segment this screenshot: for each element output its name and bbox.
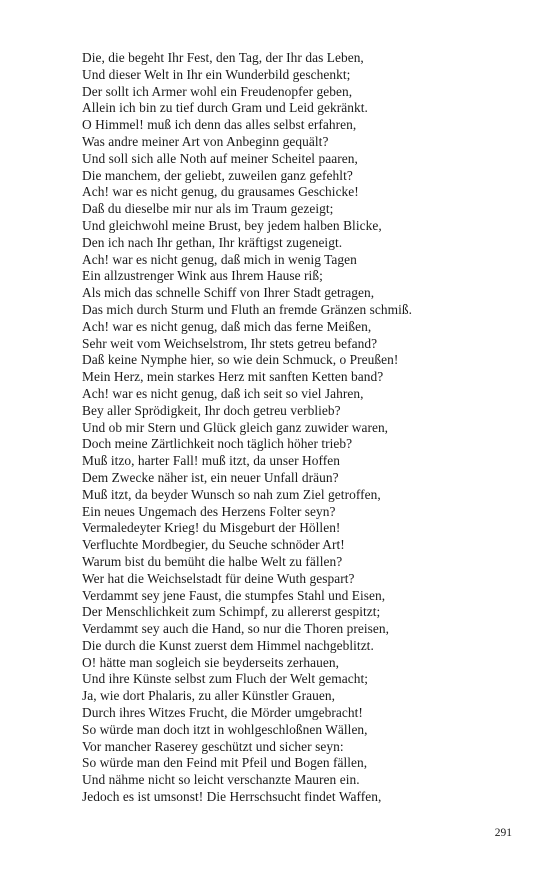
poem-line: Durch ihres Witzes Frucht, die Mörder umgebracht! [82, 705, 363, 721]
poem-line: Der sollt ich Armer wohl ein Freudenopfer geben, [82, 83, 353, 99]
poem-line: Und dieser Welt in Ihr ein Wunderbild geschenkt; [82, 66, 351, 82]
poem-line: O! hätte man sogleich sie beyderseits zerhauen, [82, 654, 340, 670]
poem-line: Vermaledeyter Krieg! du Misgeburt der Höllen! [82, 520, 341, 536]
page-number: 291 [494, 827, 512, 839]
poem-line: Doch meine Zärtlichkeit noch täglich höher trieb? [82, 436, 353, 452]
poem-line: Ach! war es nicht genug, daß ich seit so viel Jahren, [82, 385, 364, 401]
poem-line: Ein neues Ungemach des Herzens Folter seyn? [82, 503, 336, 519]
poem-line: Die durch die Kunst zuerst dem Himmel nachgeblitzt. [82, 637, 374, 653]
poem-text [82, 50, 522, 806]
poem-line: Daß keine Nymphe hier, so wie dein Schmuck, o Preußen! [82, 352, 399, 368]
poem-line: Was andre meiner Art von Anbeginn gequält? [82, 133, 329, 149]
poem-line: Und gleichwohl meine Brust, bey jedem halben Blicke, [82, 217, 382, 233]
poem-line: So würde man doch itzt in wohlgeschloßnen Wällen, [82, 721, 368, 737]
poem-line: Ja, wie dort Phalaris, zu aller Künstler Grauen, [82, 688, 336, 704]
poem-line: Dem Zwecke näher ist, ein neuer Unfall dräun? [82, 469, 339, 485]
poem-line: O Himmel! muß ich denn das alles selbst erfahren, [82, 117, 357, 133]
poem-line: Verdammt sey jene Faust, die stumpfes Stahl und Eisen, [82, 587, 386, 603]
poem-line: Und ihre Künste selbst zum Fluch der Welt gemacht; [82, 671, 369, 687]
poem-line: Ein allzustrenger Wink aus Ihrem Hause riß; [82, 268, 323, 284]
poem-line: Die manchem, der geliebt, zuweilen ganz gefehlt? [82, 167, 353, 183]
poem-line: Und ob mir Stern und Glück gleich ganz zuwider waren, [82, 419, 389, 435]
poem-line: Wer hat die Weichselstadt für deine Wuth gespart? [82, 570, 355, 586]
poem-line: Muß itzt, da beyder Wunsch so nah zum Ziel getroffen, [82, 486, 381, 502]
poem-line: Mein Herz, mein starkes Herz mit sanften Ketten band? [82, 369, 384, 385]
poem-line: Jedoch es ist umsonst! Die Herrschsucht findet Waffen, [82, 789, 382, 805]
poem-line: Der Menschlichkeit zum Schimpf, zu allererst gespitzt; [82, 604, 381, 620]
poem-line: Die, die begeht Ihr Fest, den Tag, der Ihr das Leben, [82, 50, 364, 65]
poem-line: Warum bist du bemüht die halbe Welt zu fällen? [82, 553, 343, 569]
poem-line: Bey aller Sprödigkeit, Ihr doch getreu verblieb? [82, 402, 341, 418]
poem-line: Sehr weit vom Weichselstrom, Ihr stets getreu befand? [82, 335, 378, 351]
poem-line: So würde man den Feind mit Pfeil und Bogen fällen, [82, 755, 368, 771]
poem-line: Vor mancher Raserey geschützt und sicher seyn: [82, 738, 344, 754]
poem-line: Ach! war es nicht genug, daß mich das ferne Meißen, [82, 318, 372, 334]
poem-line: Und nähme nicht so leicht verschanzte Mauren ein. [82, 772, 360, 788]
poem-line: Verfluchte Mordbegier, du Seuche schnöder Art! [82, 537, 345, 553]
poem-line: Und soll sich alle Noth auf meiner Scheitel paaren, [82, 150, 358, 166]
poem-line: Den ich nach Ihr gethan, Ihr kräftigst zugeneigt. [82, 234, 343, 250]
poem-line: Ach! war es nicht genug, daß mich in wenig Tagen [82, 251, 357, 267]
poem-line: Allein ich bin zu tief durch Gram und Leid gekränkt. [82, 100, 368, 116]
poem-line: Als mich das schnelle Schiff von Ihrer Stadt getragen, [82, 285, 375, 301]
poem-line: Das mich durch Sturm und Fluth an fremde Gränzen schmiß. [82, 301, 413, 317]
poem-line: Verdammt sey auch die Hand, so nur die Thoren preisen, [82, 621, 390, 637]
poem-line: Daß du dieselbe mir nur als im Traum gezeigt; [82, 201, 334, 217]
poem-line: Muß itzo, harter Fall! muß itzt, da unser Hoffen [82, 453, 340, 469]
poem-line: Ach! war es nicht genug, du grausames Geschicke! [82, 184, 359, 200]
